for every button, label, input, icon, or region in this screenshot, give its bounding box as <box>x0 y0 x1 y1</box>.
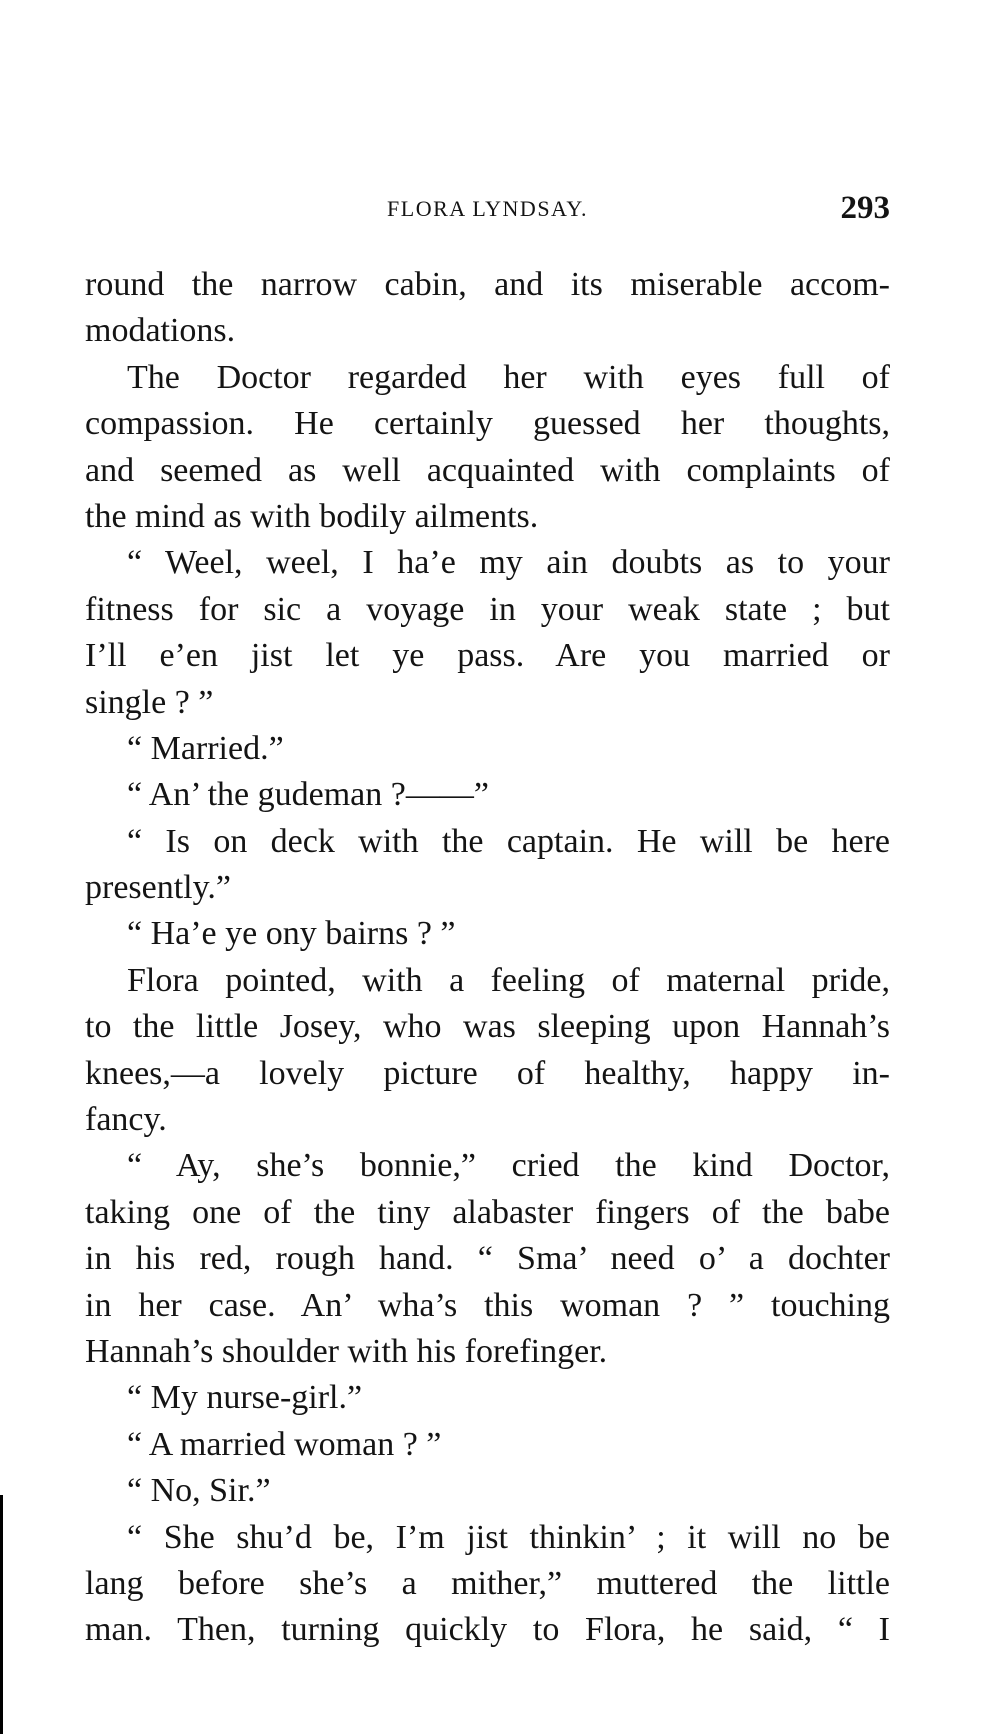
text-line: modations. <box>85 312 236 350</box>
body-text <box>85 262 890 1654</box>
text-line: compassion. He certainly guessed her thoughts, <box>85 405 890 443</box>
text-line: taking one of the tiny alabaster fingers of the babe <box>85 1193 890 1231</box>
text-line: Flora pointed, with a feeling of maternal pride, <box>127 961 890 999</box>
text-line: “ Weel, weel, I ha’e my ain doubts as to your <box>127 544 890 582</box>
text-line: I’ll e’en jist let ye pass. Are you married or <box>85 637 890 675</box>
text-line: fitness for sic a voyage in your weak state ; but <box>85 590 890 628</box>
text-line: round the narrow cabin, and its miserable accom- <box>85 266 890 303</box>
text-line: Hannah’s shoulder with his forefinger. <box>85 1332 608 1370</box>
text-line: man. Then, turning quickly to Flora, he said, “ I <box>85 1611 890 1649</box>
text-line: in his red, rough hand. “ Sma’ need o’ a dochter <box>85 1240 890 1278</box>
text-line: knees,—a lovely picture of healthy, happy in- <box>85 1054 890 1092</box>
text-line: “ Ha’e ye ony bairns ? ” <box>127 915 456 953</box>
page-edge-mark <box>0 1495 3 1734</box>
running-title: FLORA LYNDSAY. <box>387 196 588 221</box>
text-line: fancy. <box>85 1101 167 1139</box>
text-line: “ A married woman ? ” <box>127 1425 442 1463</box>
text-line: to the little Josey, who was sleeping upon Hannah’s <box>85 1008 890 1046</box>
text-line: “ No, Sir.” <box>127 1472 271 1510</box>
text-line: The Doctor regarded her with eyes full of <box>127 358 890 396</box>
text-line: single ? ” <box>85 683 214 721</box>
text-line: in her case. An’ wha’s this woman ? ” touching <box>85 1286 890 1324</box>
text-line: “ Ay, she’s bonnie,” cried the kind Doctor, <box>127 1147 890 1185</box>
text-line: the mind as with bodily ailments. <box>85 497 539 535</box>
text-line: “ My nurse-girl.” <box>127 1379 363 1417</box>
text-line: presently.” <box>85 869 232 907</box>
text-line: lang before she’s a mither,” muttered the little <box>85 1564 890 1602</box>
text-line: “ Is on deck with the captain. He will be here <box>127 822 890 860</box>
running-head <box>85 192 890 232</box>
text-line: “ An’ the gudeman ?——” <box>127 776 489 814</box>
text-line: “ She shu’d be, I’m jist thinkin’ ; it will no be <box>127 1518 890 1556</box>
text-line: “ Married.” <box>127 729 284 767</box>
text-line: and seemed as well acquainted with complaints of <box>85 451 890 489</box>
page-number: 293 <box>840 190 890 226</box>
